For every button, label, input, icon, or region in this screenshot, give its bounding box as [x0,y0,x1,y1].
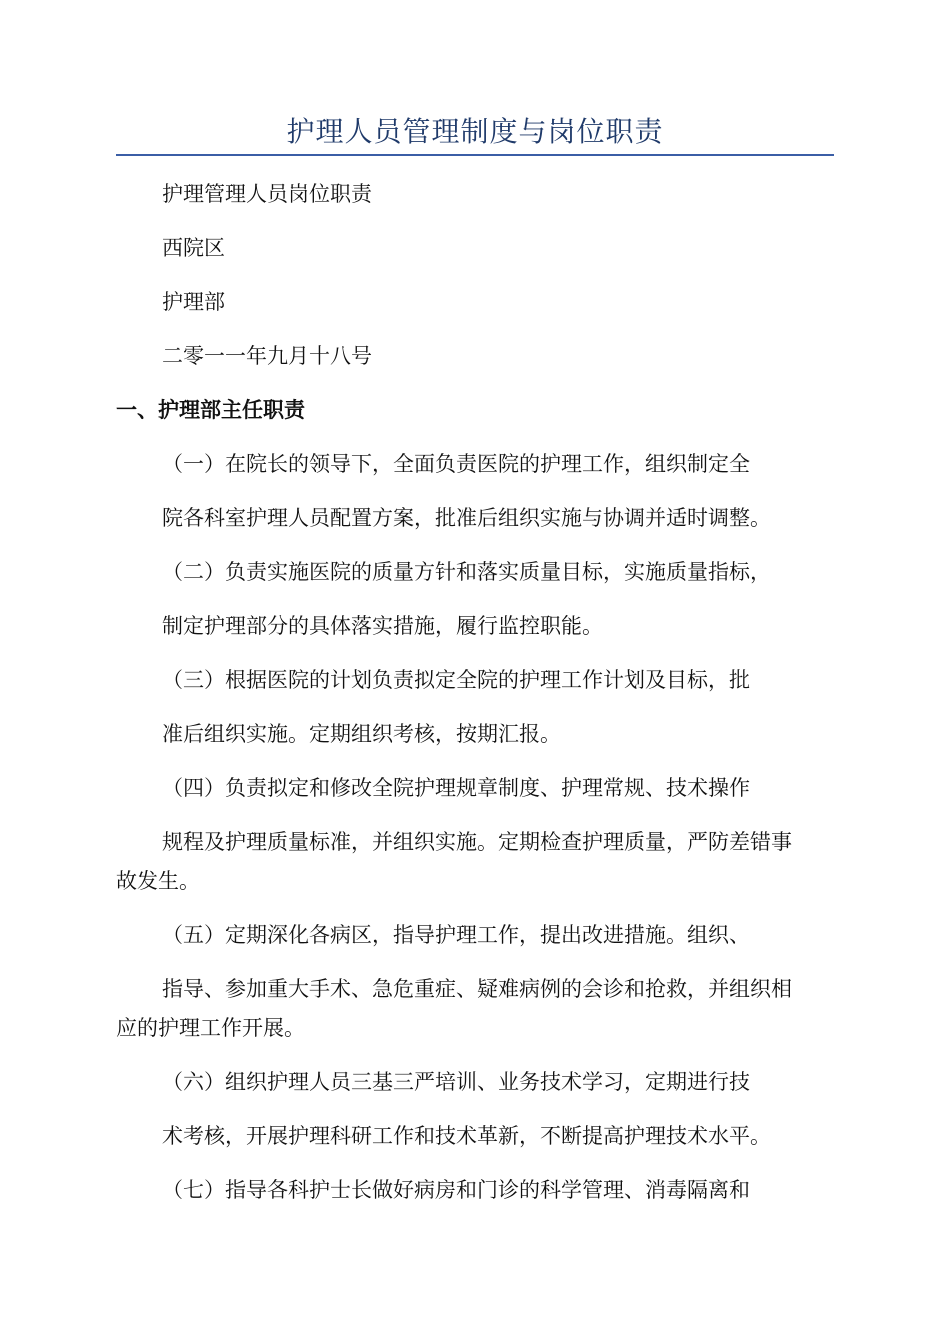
item-3-line-2: 准后组织实施。定期组织考核，按期汇报。 [162,722,561,746]
item-5-line-2: 指导、参加重大手术、急危重症、疑难病例的会诊和抢救，并组织相 [162,977,792,1001]
item-4-line-1: （四）负责拟定和修改全院护理规章制度、护理常规、技术操作 [162,776,750,800]
doc-date: 二零一一年九月十八号 [162,344,372,368]
item-1-line-1: （一）在院长的领导下，全面负责医院的护理工作，组织制定全 [162,452,750,476]
title-underline [116,154,834,156]
item-2-line-2: 制定护理部分的具体落实措施，履行监控职能。 [162,614,603,638]
item-6-line-1: （六）组织护理人员三基三严培训、业务技术学习，定期进行技 [162,1070,750,1094]
item-1-line-2: 院各科室护理人员配置方案，批准后组织实施与协调并适时调整。 [162,506,771,530]
item-3-line-1: （三）根据医院的计划负责拟定全院的护理工作计划及目标，批 [162,668,750,692]
item-5-line-3: 应的护理工作开展。 [116,1016,305,1040]
item-4-line-2: 规程及护理质量标准，并组织实施。定期检查护理质量，严防差错事 [162,830,792,854]
doc-name: 护理管理人员岗位职责 [162,182,372,206]
item-6-line-2: 术考核，开展护理科研工作和技术革新，不断提高护理技术水平。 [162,1124,771,1148]
item-5-line-1: （五）定期深化各病区，指导护理工作，提出改进措施。组织、 [162,923,750,947]
section-heading: 一、护理部主任职责 [116,397,305,422]
item-7-line-1: （七）指导各科护士长做好病房和门诊的科学管理、消毒隔离和 [162,1178,750,1202]
page-title: 护理人员管理制度与岗位职责 [286,115,664,148]
department-name: 护理部 [162,290,225,314]
campus-name: 西院区 [162,236,225,260]
item-4-line-3: 故发生。 [116,869,200,893]
item-2-line-1: （二）负责实施医院的质量方针和落实质量目标，实施质量指标， [162,560,771,584]
